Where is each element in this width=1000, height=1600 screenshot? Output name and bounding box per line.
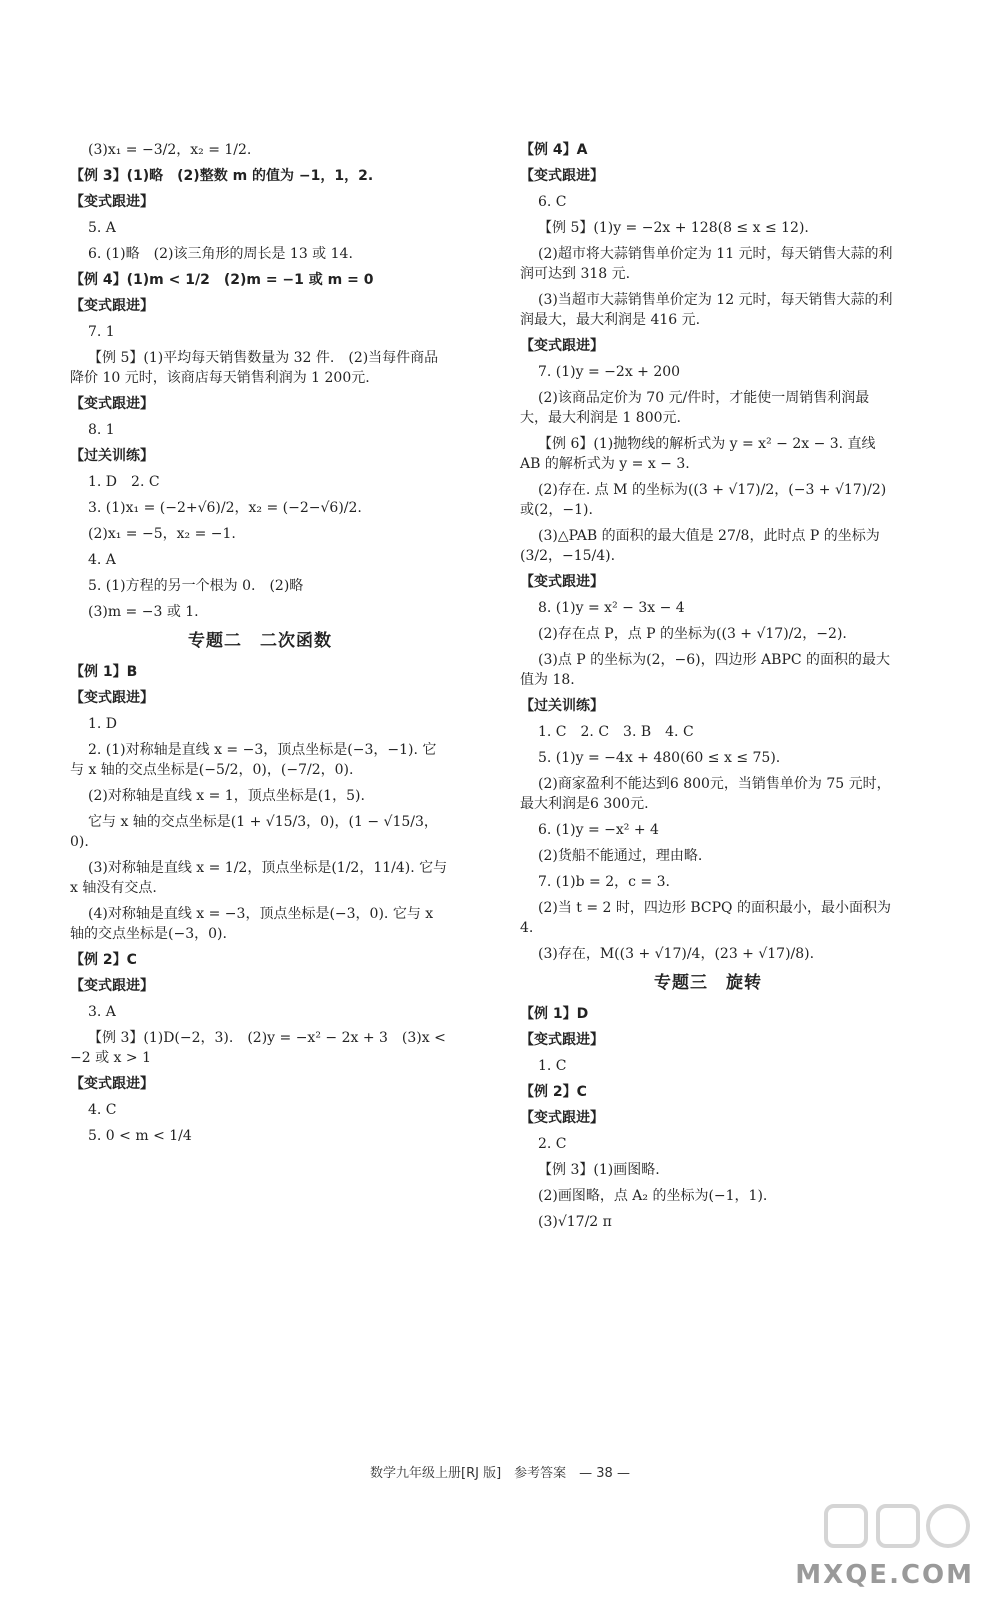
answer-heading: 【变式跟进】 [70,978,154,994]
answer-line: (3)当超市大蒜销售单价定为 12 元时，每天销售大蒜的利润最大，最大利润是 416 元. [520,292,893,328]
answer-heading: 【例 3】(1)略 (2)整数 m 的值为 −1，1，2. [70,168,374,184]
answer-line: 2. C [538,1136,567,1152]
answer-heading: 【例 4】A [520,142,588,158]
answer-heading: 【例 1】B [70,664,138,680]
answer-line: 【例 3】(1)画图略. [538,1162,660,1178]
answer-line: 6. (1)y = −x² + 4 [538,822,659,838]
answer-heading: 【例 1】D [520,1006,589,1022]
answer-line: 8. 1 [88,422,115,438]
answer-heading: 【变式跟进】 [520,574,604,590]
answer-line: 3. (1)x₁ = (−2+√6)/2，x₂ = (−2−√6)/2. [88,500,362,516]
answer-line: (3)m = −3 或 1. [88,604,199,620]
answer-line: 7. (1)b = 2，c = 3. [538,874,670,890]
answer-line: 【例 6】(1)抛物线的解析式为 y = x² − 2x − 3. 直线 AB 的解析式为 y = x − 3. [520,436,881,472]
answer-heading: 【过关训练】 [70,448,154,464]
answer-line: (3)点 P 的坐标为(2，−6)，四边形 ABPC 的面积的最大值为 18. [520,652,891,688]
answer-line: (2)画图略，点 A₂ 的坐标为(−1，1). [538,1188,768,1204]
answer-heading: 【变式跟进】 [70,194,154,210]
answer-line: 1. D [88,716,118,732]
answer-line: 8. (1)y = x² − 3x − 4 [538,600,685,616]
answer-line: 6. C [538,194,567,210]
watermark-text: MXQE.COM [795,1560,974,1590]
answer-heading: 【例 4】(1)m < 1/2 (2)m = −1 或 m = 0 [70,272,374,288]
answer-heading: 【变式跟进】 [70,396,154,412]
left-column [70,140,450,1152]
answer-line: (2)该商品定价为 70 元/件时，才能使一周销售利润最大，最大利润是 1 800元. [520,390,870,426]
answer-heading: 【变式跟进】 [520,1032,604,1048]
answer-line: 5. (1)y = −4x + 480(60 ≤ x ≤ 75). [538,750,781,766]
answer-heading: 【变式跟进】 [520,168,604,184]
answer-line: 【例 5】(1)y = −2x + 128(8 ≤ x ≤ 12). [538,220,809,236]
answer-line: 1. C 2. C 3. B 4. C [538,724,694,740]
answer-heading: 【例 2】C [520,1084,587,1100]
answer-line: (2)超市将大蒜销售单价定为 11 元时，每天销售大蒜的利润可达到 318 元. [520,246,893,282]
answer-line: 【例 5】(1)平均每天销售数量为 32 件. (2)当每件商品降价 10 元时，该商店每天销售利润为 1 200元. [70,350,439,386]
answer-line: 1. D 2. C [88,474,160,490]
answer-heading: 【变式跟进】 [70,298,154,314]
answer-line: 5. A [88,220,116,236]
answer-line: (2)x₁ = −5，x₂ = −1. [88,526,236,542]
answer-line: (2)对称轴是直线 x = 1，顶点坐标是(1，5). [88,788,365,804]
answer-heading: 【变式跟进】 [520,338,604,354]
answer-heading: 【变式跟进】 [70,1076,154,1092]
answer-heading: 【变式跟进】 [520,1110,604,1126]
answer-line: (3)△PAB 的面积的最大值是 27/8，此时点 P 的坐标为(3/2，−15/4). [520,528,880,564]
answer-line: (3)存在，M((3 + √17)/4，(23 + √17)/8). [538,946,815,962]
section-title: 专题二 二次函数 [188,631,332,651]
section-title: 专题三 旋转 [654,973,762,993]
page-footer: 数学九年级上册[RJ 版] 参考答案 — 38 — [370,1466,630,1481]
answer-line: (2)商家盈利不能达到6 800元，当销售单价为 75 元时，最大利润是6 300元. [520,776,891,812]
answer-line: 4. A [88,552,116,568]
answer-line: 它与 x 轴的交点坐标是(1 + √15/3，0)，(1 − √15/3，0). [70,814,438,850]
answer-line: (3)x₁ = −3/2，x₂ = 1/2. [88,142,252,158]
answer-line: (2)货船不能通过，理由略. [538,848,703,864]
answer-heading: 【例 2】C [70,952,137,968]
answer-line: 【例 3】(1)D(−2，3). (2)y = −x² − 2x + 3 (3)x < −2 或 x > 1 [70,1030,451,1066]
answer-line: 4. C [88,1102,117,1118]
answer-line: 7. 1 [88,324,115,340]
answer-line: 1. C [538,1058,567,1074]
answer-line: 5. 0 < m < 1/4 [88,1128,192,1144]
answer-line: (2)存在点 P，点 P 的坐标为((3 + √17)/2，−2). [538,626,847,642]
answer-line: (4)对称轴是直线 x = −3，顶点坐标是(−3，0). 它与 x 轴的交点坐标是(−3，0). [70,906,438,942]
answer-heading: 【过关训练】 [520,698,604,714]
answer-heading: 【变式跟进】 [70,690,154,706]
answer-line: (2)当 t = 2 时，四边形 BCPQ 的面积最小，最小面积为 4. [520,900,896,936]
answer-line: 3. A [88,1004,116,1020]
answer-line: 7. (1)y = −2x + 200 [538,364,681,380]
answer-line: (3)√17/2 π [538,1214,612,1230]
answer-line: (3)对称轴是直线 x = 1/2，顶点坐标是(1/2，11/4). 它与 x 轴没有交点. [70,860,452,896]
answer-line: 5. (1)方程的另一个根为 0. (2)略 [88,578,304,594]
answer-line: 2. (1)对称轴是直线 x = −3，顶点坐标是(−3，−1). 它与 x 轴的交点坐标是(−5/2，0)，(−7/2，0). [70,742,437,778]
answer-line: 6. (1)略 (2)该三角形的周长是 13 或 14. [88,246,353,262]
right-column [520,140,896,1238]
answer-line: (2)存在. 点 M 的坐标为((3 + √17)/2，(−3 + √17)/2)或(2，−1). [520,482,887,518]
